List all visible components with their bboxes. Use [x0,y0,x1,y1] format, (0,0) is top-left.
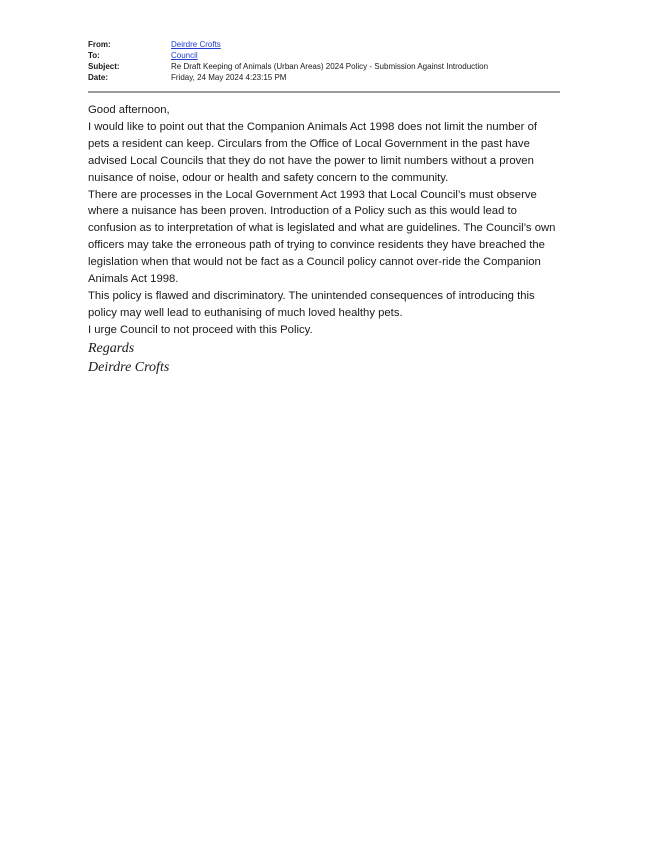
email-header [88,39,560,83]
header-subject-row [88,61,560,72]
closing: Regards [88,340,135,356]
from-label: From: [88,40,111,49]
to-link[interactable]: Council [171,51,198,60]
body-paragraph: There are processes in the Local Government Act 1993 that Local Council’s must observe where a nuisance has been proven. Introduction of a Policy such as this would lead to confusion as to interpretation of what is legislated and what are guidelines. The Council’s own officers may take the erroneous path of trying to convince residents they have breached the legislation when that would not be fact as a Council policy cannot over-ride the Companion Animals Act 1998. [88,188,556,286]
subject-value: Re Draft Keeping of Animals (Urban Areas) 2024 Policy - Submission Against Introduction [171,62,489,71]
body-paragraph: This policy is flawed and discriminatory. The unintended consequences of introducing this policy may well lead to euthanising of much loved healthy pets. [88,289,535,319]
body-paragraph: I would like to point out that the Companion Animals Act 1998 does not limit the number of pets a resident can keep. Circulars from the Office of Local Government in the past have advised Local Councils that they do not have the power to limit numbers without a proven nuisance of noise, odour or health and safety concern to the community. [88,120,538,184]
date-label: Date: [88,73,109,82]
greeting: Good afternoon, [88,104,170,116]
header-divider [88,91,560,93]
from-link[interactable]: Deirdre Crofts [171,40,221,49]
header-to-row [88,50,560,61]
header-from-row [88,39,560,50]
header-date-row [88,72,560,83]
date-value: Friday, 24 May 2024 4:23:15 PM [171,73,287,82]
signature: Deirdre Crofts [88,359,170,375]
to-label: To: [88,51,100,60]
email-body [88,102,560,377]
body-paragraph: I urge Council to not proceed with this Policy. [88,323,313,336]
subject-label: Subject: [88,62,120,71]
